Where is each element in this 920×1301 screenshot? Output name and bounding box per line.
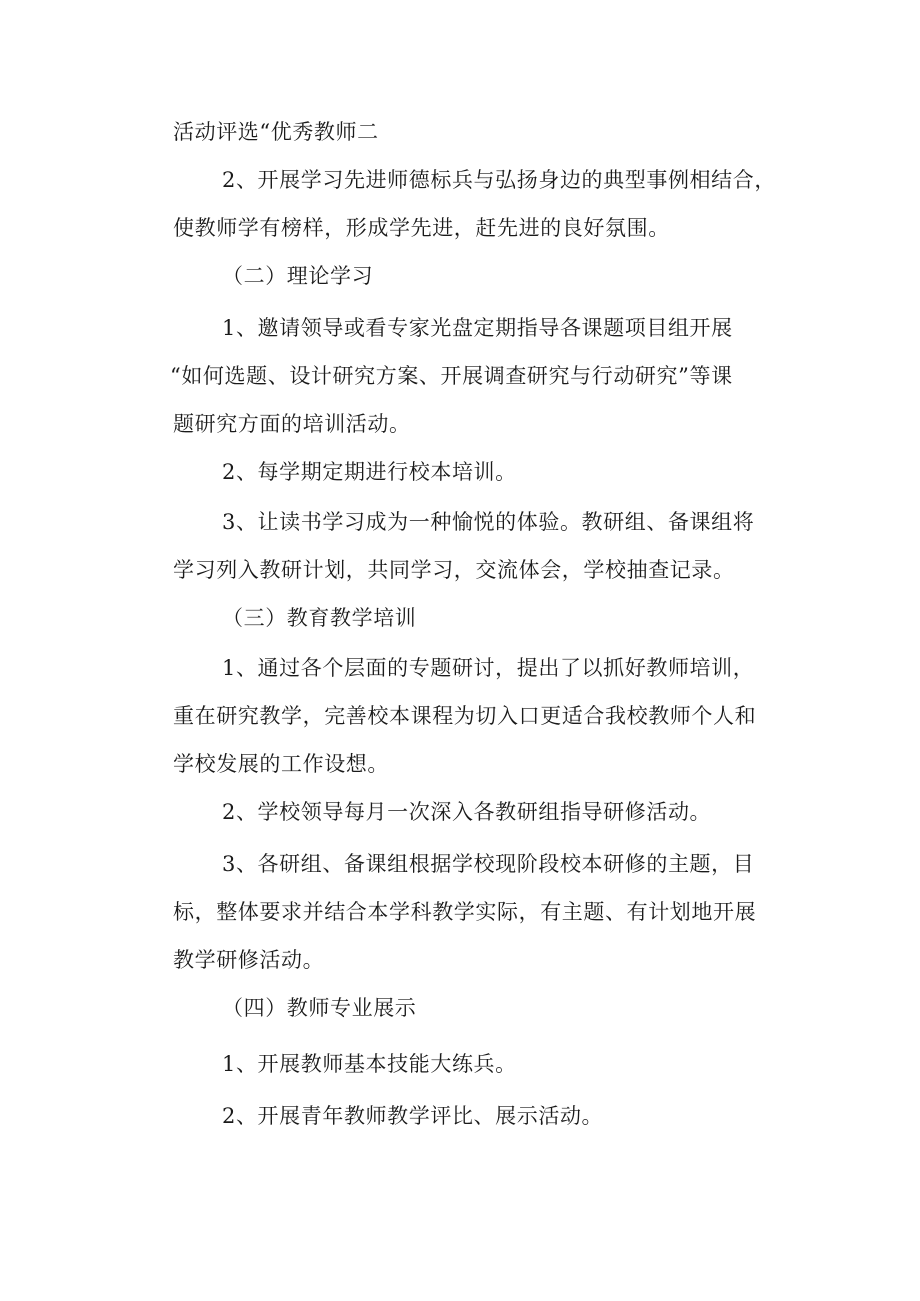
paragraph-line: 2、学校领导每月一次深入各教研组指导研修活动。 (222, 800, 712, 824)
paragraph-line: 1、邀请领导或看专家光盘定期指导各课题项目组开展 (222, 316, 733, 340)
paragraph-line: 3、让读书学习成为一种愉悦的体验。教研组、备课组将 (222, 510, 755, 534)
paragraph-line: 2、每学期定期进行校本培训。 (222, 460, 517, 484)
paragraph-line: 教学研修活动。 (173, 948, 325, 972)
section-heading: （二）理论学习 (222, 264, 374, 288)
paragraph-line: 1、通过各个层面的专题研讨，提出了以抓好教师培训， (222, 656, 755, 680)
paragraph-line: 学校发展的工作设想。 (173, 752, 389, 776)
paragraph-line: 使教师学有榜样，形成学先进，赶先进的良好氛围。 (173, 216, 670, 240)
paragraph-line: 2、开展学习先进师德标兵与弘扬身边的典型事例相结合， (222, 168, 776, 192)
paragraph-line: “如何选题、设计研究方案、开展调查研究与行动研究”等课 (170, 364, 733, 388)
section-heading: （三）教育教学培训 (222, 606, 417, 630)
paragraph-line: 重在研究教学，完善校本课程为切入口更适合我校教师个人和 (173, 704, 757, 728)
section-heading: （四）教师专业展示 (222, 996, 417, 1020)
paragraph-line: 标，整体要求并结合本学科教学实际，有主题、有计划地开展 (173, 900, 757, 924)
paragraph-line: 3、各研组、备课组根据学校现阶段校本研修的主题，目 (222, 852, 755, 876)
paragraph-line: 题研究方面的培训活动。 (173, 412, 411, 436)
paragraph-line: 学习列入教研计划，共同学习，交流体会，学校抽查记录。 (173, 558, 735, 582)
paragraph-line: 2、开展青年教师教学评比、展示活动。 (222, 1104, 604, 1128)
paragraph-line: 1、开展教师基本技能大练兵。 (222, 1052, 517, 1076)
paragraph-line: 活动评选“优秀教师二 (173, 120, 379, 144)
